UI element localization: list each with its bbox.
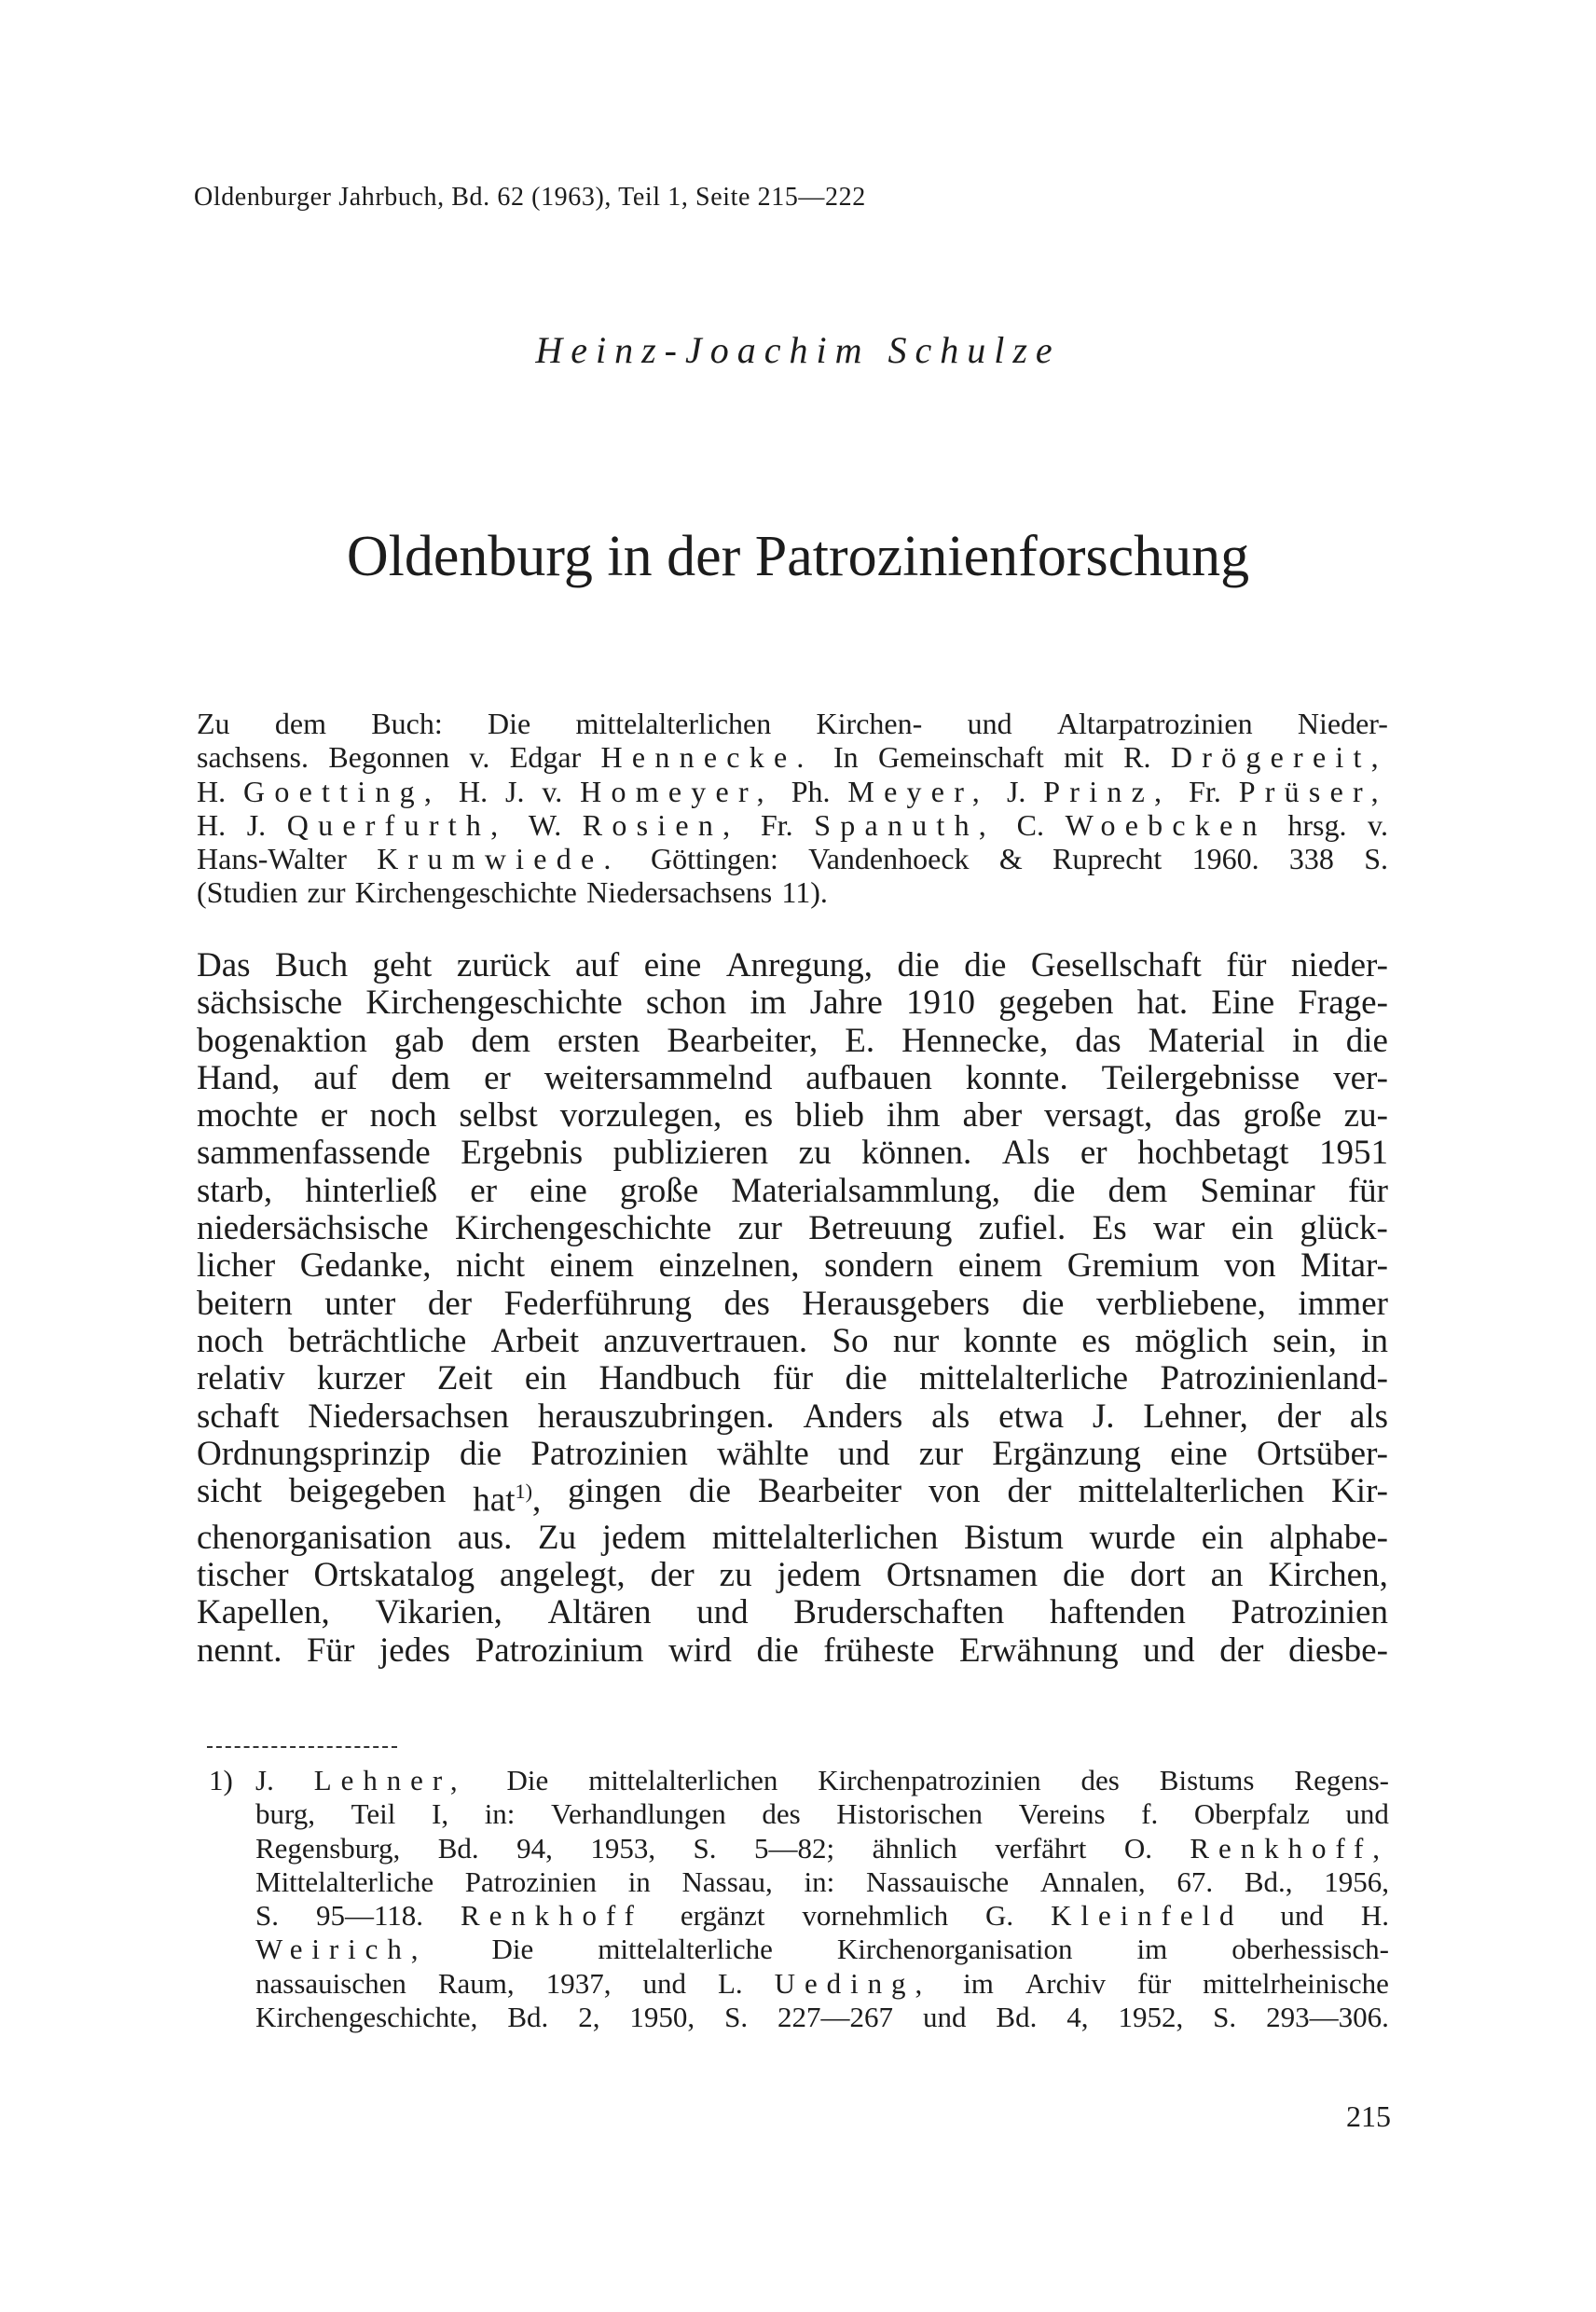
word: S. [255,1899,279,1933]
body-line: Kapellen, Vikarien, Altären und Bruderschaften haftenden Patrozinien [197,1593,1388,1632]
word: v. [469,740,490,775]
word: Bd. [507,2001,549,2034]
word: Kirchenpatrozinien [818,1764,1041,1796]
spaced-name: Rosien, [582,807,740,842]
spaced-name: Kleinfeld [1051,1899,1244,1933]
word: Nassauische [865,1865,1010,1898]
word: Kirchenorganisation [836,1933,1073,1966]
article-title: Oldenburg in der Patrozinienforschung [346,525,1250,588]
word: Raum, [437,1966,515,2000]
word: 1937, [545,1966,612,2000]
footnote-line [255,1967,1389,2001]
spaced-name: Prinz, [1043,774,1172,808]
word: 338 [1288,842,1334,876]
body-line: nennt. Für jedes Patrozinium wird die früheste Erwähnung und der diesbe- [197,1631,1388,1670]
word: in [627,1865,651,1898]
body-line: licher Gedanke, nicht einem einzelnen, sondern einem Gremium von Mitar- [197,1246,1388,1286]
spaced-name: Woebcken [1065,807,1267,842]
bibliography-line [197,740,1388,774]
word: 293—306. [1266,2001,1389,2034]
word: H. [1360,1899,1389,1933]
word: Die [491,1933,534,1966]
spaced-name: Krumwiede. [377,842,621,876]
word: Göttingen: [650,842,778,876]
word: Regens- [1294,1764,1389,1796]
spaced-name: Drögereit, [1170,740,1388,775]
spaced-name: Ueding, [774,1966,932,2000]
word: 95—118. [315,1899,424,1933]
spaced-name: Renkhoff, [1190,1831,1389,1865]
word: Niedersachsens [586,875,773,910]
word: 4, [1066,2001,1089,2034]
word: Kirchengeschichte, [255,2001,478,2034]
word: ergänzt [680,1899,765,1933]
word: C. [1016,807,1044,842]
spaced-name: Lehner, [313,1764,467,1796]
word: S. [1213,2001,1237,2034]
footnote-text [255,1764,1389,2034]
word: v. [542,774,563,808]
word: & [998,842,1023,876]
bibliography-line [197,775,1388,808]
word: Die [506,1764,549,1796]
word: Fr. [760,807,793,842]
word: J. [255,1764,274,1796]
word: verfährt [995,1831,1087,1865]
footnote-line [255,1797,1389,1831]
word: J. [505,774,525,808]
spaced-name: Prüser, [1238,774,1388,808]
word: S. [724,2001,749,2034]
body-line: chenorganisation aus. Zu jedem mittelalterlichen Bistum wurde ein alphabe- [197,1518,1388,1557]
word: und [1345,1797,1389,1831]
word: 11). [781,875,828,910]
bibliography-line [197,808,1388,842]
word: dem [274,707,326,740]
word: S. [693,1831,717,1865]
word: H. [197,807,227,842]
word: Bd. [437,1831,479,1865]
word: Edgar [509,740,582,775]
spaced-name: Renkhoff [460,1899,643,1933]
body-line: sammenfassende Ergebnis publizieren zu können. Als er hochbetagt 1951 [197,1134,1388,1173]
journal-header: Oldenburger Jahrbuch, Bd. 62 (1963), Teil 1, Seite 215—222 [194,183,866,212]
body-line: tischer Ortskatalog angelegt, der zu jedem Ortsnamen die dort an Kirchen, [197,1556,1388,1595]
word: in: [804,1865,835,1898]
body-text [197,947,1388,1670]
word: Fr. [1189,774,1221,808]
word: nassauischen [255,1966,406,2000]
word: sachsens. [197,740,309,775]
word: Hans-Walter [197,842,347,876]
word: des [1080,1764,1120,1796]
word: mittelrheinische [1203,1966,1389,2000]
word: (Studien [197,875,298,910]
body-line: Ordnungsprinzip die Patrozinien wählte und zur Ergänzung eine Ortsüber- [197,1434,1388,1473]
word: Die [488,707,531,740]
body-line: Das Buch geht zurück auf eine Anregung, die die Gesellschaft für nieder- [197,946,1388,984]
body-line: beitern unter der Federführung des Herausgebers die verbliebene, immer [197,1284,1388,1323]
bibliography-block [197,707,1388,910]
page-number: 215 [1346,2099,1391,2133]
spaced-name: Weirich, [255,1933,428,1966]
footnote-line [255,1865,1389,1899]
author-name: Heinz-Joachim Schulze [535,329,1061,371]
word: G. [985,1899,1014,1933]
word: J. [246,807,267,842]
word: Gemeinschaft [878,740,1044,775]
spaced-name: Goetting, [242,774,442,808]
spaced-name: Spanuth, [814,807,997,842]
spaced-name: Hennecke. [600,740,814,775]
word: Begonnen [328,740,450,775]
word: f. [1141,1797,1159,1831]
word: Nieder- [1297,707,1388,740]
body-line: Hand, auf dem er weitersammelnd aufbauen konnte. Teilergebnisse ver- [197,1058,1388,1097]
word: Verhandlungen [551,1797,726,1831]
body-line: noch beträchtliche Arbeit anzuvertrauen. So nur konnte es möglich sein, in [197,1321,1388,1360]
word: R. [1123,740,1151,775]
word: Mittelalterliche [255,1865,434,1898]
footnote-line [255,1832,1389,1865]
word: 67. [1176,1865,1214,1898]
word: und [967,707,1012,740]
word: ähnlich [872,1831,957,1865]
bibliography-line [197,842,1388,875]
word: im [963,1966,994,2000]
word: Vandenhoeck [808,842,970,876]
word: oberhessisch- [1231,1933,1389,1966]
word: vornehmlich [802,1899,949,1933]
word: hrsg. [1287,807,1347,842]
word: Patrozinien [464,1865,597,1898]
body-line: relativ kurzer Zeit ein Handbuch für die mittelalterliche Patrozinienland- [197,1359,1388,1398]
word: 94, [516,1831,553,1865]
word: Bistums [1159,1764,1255,1796]
word: Vereins [1018,1797,1106,1831]
word: und [642,1966,686,2000]
word: mittelalterlichen [588,1764,778,1796]
word: Nassau, [681,1865,773,1898]
word: Kirchengeschichte [354,875,577,910]
footnote-number: 1) [209,1764,233,1796]
body-line: starb, hinterließ er eine große Materialsammlung, die dem Seminar für [197,1171,1388,1210]
spaced-name: Querfurth, [286,807,508,842]
word: 1960. [1191,842,1259,876]
word: H. [197,774,227,808]
word: O. [1123,1831,1152,1865]
word: 1953, [590,1831,656,1865]
word: Bd. [996,2001,1038,2034]
body-line: bogenaktion gab dem ersten Bearbeiter, E. Hennecke, das Material in die [197,1021,1388,1060]
body-line: sächsische Kirchengeschichte schon im Jahre 1910 gegeben hat. Eine Frage- [197,984,1388,1023]
word: H. [459,774,488,808]
word: Buch: [371,707,443,740]
word: in: [484,1797,516,1831]
word: Bd., [1244,1865,1293,1898]
spaced-name: Homeyer, [580,774,774,808]
spaced-name: Meyer, [847,774,990,808]
bibliography-line [197,707,1388,740]
word: zur [307,875,346,910]
word: Zu [197,707,230,740]
word: des [762,1797,801,1831]
body-line: mochte er noch selbst vorzulegen, es blieb ihm aber versagt, das große zu- [197,1096,1388,1135]
word: Historischen [836,1797,983,1831]
bibliography-line [197,875,1388,909]
footnote-line [255,1933,1389,1966]
word: mit [1064,740,1104,775]
word: W. [528,807,562,842]
word: 1952, [1118,2001,1184,2034]
word: S. [1364,842,1388,876]
word: mittelalterlichen [575,707,772,740]
body-line: niedersächsische Kirchengeschichte zur Betreuung zufiel. Es war ein glück- [197,1209,1388,1248]
word: Kirchen- [816,707,923,740]
word: v. [1368,807,1388,842]
word: J. [1006,774,1026,808]
footnote-line [255,2001,1389,2034]
word: Teil [351,1797,396,1831]
body-line: schaft Niedersachsen herauszubringen. Anders als etwa J. Lehner, der als [197,1397,1388,1436]
word: 1950, [629,2001,695,2034]
word: im [1136,1933,1168,1966]
word: burg, [255,1797,316,1831]
word: Annalen, [1039,1865,1146,1898]
word: 5—82; [753,1831,835,1865]
word: I, [432,1797,449,1831]
word: für [1137,1966,1172,2000]
word: und [922,2001,967,2034]
word: 2, [578,2001,600,2034]
word: Ph. [791,774,831,808]
word: L. [717,1966,743,2000]
word: Altarpatrozinien [1056,707,1253,740]
word: Archiv [1025,1966,1106,2000]
body-line: sicht beigegeben hat$^{1)}$, gingen die Bearbeiter von der mittelalterlichen Kir- [197,1472,1388,1520]
word: und [1280,1899,1324,1933]
word: In [833,740,859,775]
footnote-line [255,1764,1389,1797]
footnote-line [255,1899,1389,1933]
word: 1956, [1324,1865,1389,1898]
footnote-separator [207,1746,397,1748]
word: mittelalterliche [598,1933,773,1966]
word: Oberpfalz [1193,1797,1310,1831]
word: Ruprecht [1053,842,1163,876]
word: Regensburg, [255,1831,401,1865]
word: 227—267 [777,2001,894,2034]
